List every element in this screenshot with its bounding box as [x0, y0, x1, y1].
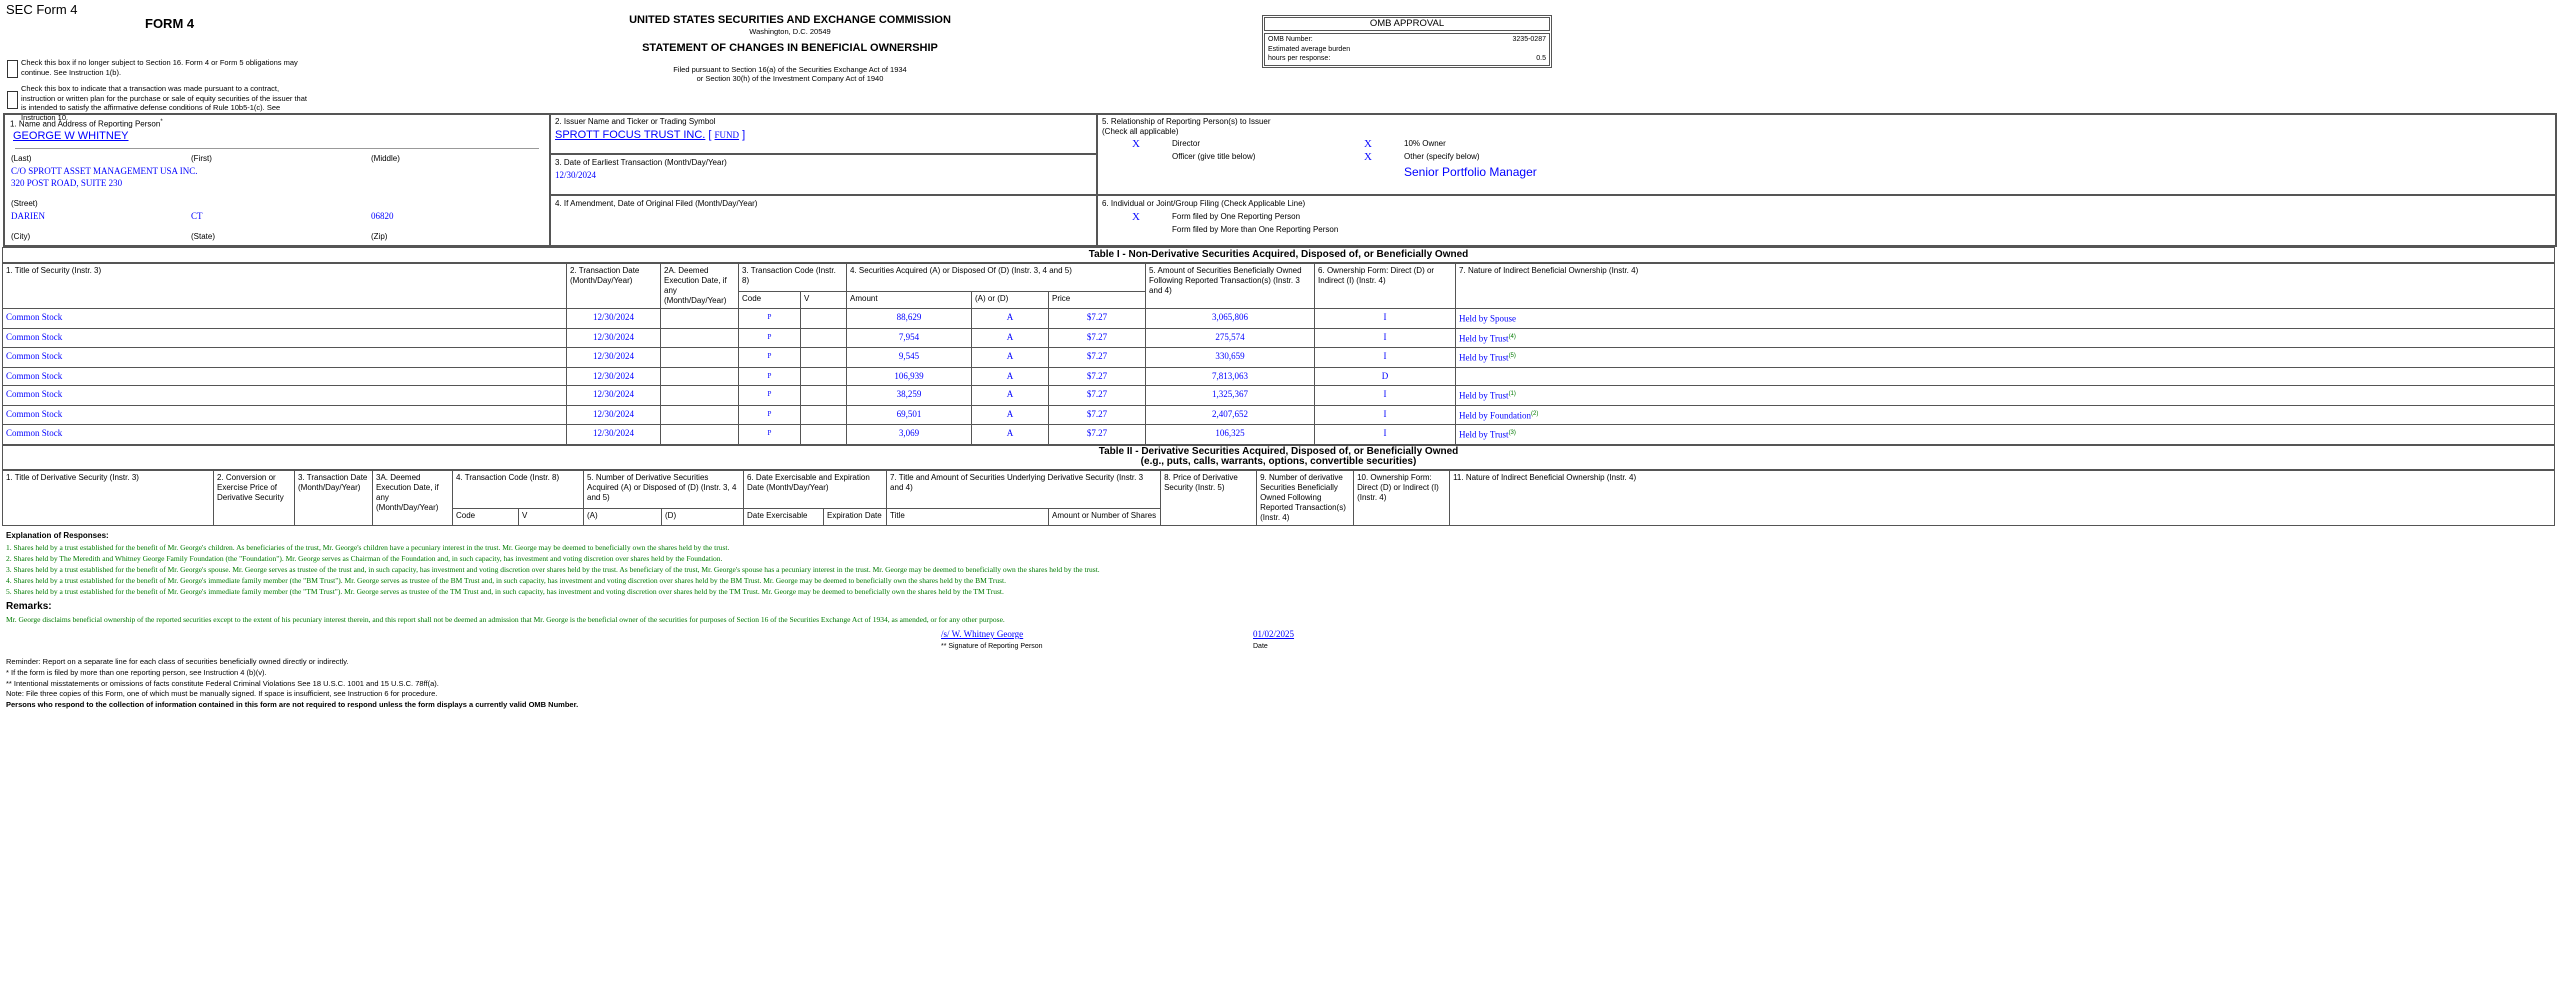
transaction-date-value: 12/30/2024	[592, 428, 634, 439]
cell-price	[1049, 385, 1146, 405]
officer-label: Officer (give title below)	[1172, 152, 1256, 161]
filing-label: 6. Individual or Joint/Group Filing (Check Applicable Line)	[1102, 199, 1306, 208]
page-title: SEC Form 4	[6, 2, 78, 17]
nature-value: Held by Trust	[1459, 333, 1509, 344]
cell-price	[1049, 348, 1146, 368]
t2-header-a: (A)	[584, 509, 662, 526]
amount-value: 7,954	[898, 331, 920, 342]
explanation-title: Explanation of Responses:	[6, 530, 109, 540]
price-value: $7.27	[1086, 408, 1108, 419]
ticker-bracket-open: [	[708, 129, 712, 141]
footer-notes	[6, 657, 2551, 711]
cell-v-flag	[801, 405, 847, 425]
code-value: P	[767, 409, 772, 418]
relationship-section	[1096, 113, 2557, 196]
t2-header-v: V	[519, 509, 584, 526]
t1-header-title: 1. Title of Security (Instr. 3)	[3, 264, 567, 309]
owned-after-value: 275,574	[1215, 331, 1245, 342]
cell-owned-after	[1146, 348, 1315, 368]
table1-title: Table I - Non-Derivative Securities Acquired, Disposed of, or Beneficially Owned	[2, 247, 2555, 263]
filing-type-section	[1096, 194, 2557, 247]
cell-code	[739, 348, 801, 368]
a-or-d-value: A	[1006, 388, 1014, 399]
remarks-title: Remarks:	[6, 600, 52, 612]
transaction-date-value: 12/30/2024	[592, 331, 634, 342]
issuer-section	[549, 113, 1098, 155]
t2-header-exercisable: Date Exercisable	[744, 509, 824, 526]
amount-value: 69,501	[896, 408, 922, 419]
one-person-label: Form filed by One Reporting Person	[1172, 212, 1301, 221]
city-value: DARIEN	[11, 211, 45, 221]
cell-ownership-form	[1315, 385, 1456, 405]
signature-block	[0, 629, 2557, 655]
signature-date[interactable]: 01/02/2025	[1253, 628, 1295, 639]
table1	[2, 263, 2555, 445]
nature-value: Held by Trust	[1459, 352, 1509, 363]
amount-value: 3,069	[898, 428, 920, 439]
one-person-mark: X	[1132, 211, 1140, 223]
cell-price	[1049, 309, 1146, 329]
signature-label: ** Signature of Reporting Person	[941, 642, 1043, 650]
other-label: Other (specify below)	[1404, 152, 1480, 161]
a-or-d-value: A	[1006, 428, 1014, 439]
footnote-ref[interactable]: (1)	[1508, 390, 1516, 397]
cell-deemed-date	[661, 348, 739, 368]
nature-value: Held by Trust	[1459, 429, 1509, 440]
footnote-ref[interactable]: (3)	[1508, 430, 1516, 437]
code-value: P	[767, 352, 772, 361]
transaction-date-value: 12/30/2024	[592, 370, 634, 381]
divider	[15, 148, 539, 149]
table2-subtitle: (e.g., puts, calls, warrants, options, convertible securities)	[1140, 456, 1417, 468]
t1-header-owned: 5. Amount of Securities Beneficially Owned Following Reported Transaction(s) (Instr. 3 and 4)	[1146, 264, 1315, 309]
table-row	[3, 309, 2555, 329]
t2-header-nature: 11. Nature of Indirect Beneficial Ownership (Instr. 4)	[1450, 470, 2555, 525]
ten-pct-owner-mark: X	[1364, 138, 1372, 150]
t2-header-deemed: 3A. Deemed Execution Date, if any (Month/Day/Year)	[373, 470, 453, 525]
cell-ownership-form	[1315, 425, 1456, 445]
t1-header-v: V	[801, 292, 847, 309]
cell-deemed-date	[661, 309, 739, 329]
cell-a-or-d	[972, 385, 1049, 405]
t1-header-form: 6. Ownership Form: Direct (D) or Indirect (I) (Instr. 4)	[1315, 264, 1456, 309]
omb-title: OMB APPROVAL	[1264, 17, 1550, 31]
footer-violations: ** Intentional misstatements or omissions of facts constitute Federal Criminal Violations See 18 U.S.C. 1001 and 15 U.S.C. 78ff(a).	[6, 678, 439, 688]
other-mark: X	[1364, 151, 1372, 163]
cell-deemed-date	[661, 405, 739, 425]
nature-value: Held by Foundation	[1459, 410, 1532, 421]
address-line-1: C/O SPROTT ASSET MANAGEMENT USA INC.	[11, 166, 198, 176]
price-value: $7.27	[1086, 370, 1108, 381]
cell-code	[739, 367, 801, 385]
state-value: CT	[191, 211, 203, 221]
table-row	[3, 328, 2555, 348]
cell-owned-after	[1146, 405, 1315, 425]
relationship-sublabel: (Check all applicable)	[1102, 127, 1179, 136]
cell-deemed-date	[661, 367, 739, 385]
cell-price	[1049, 328, 1146, 348]
cell-code	[739, 328, 801, 348]
cell-amount	[847, 309, 972, 329]
cell-v-flag	[801, 348, 847, 368]
t1-header-acquired-group: 4. Securities Acquired (A) or Disposed Of (D) (Instr. 3, 4 and 5)	[847, 264, 1146, 292]
filed-line-1: Filed pursuant to Section 16(a) of the Securities Exchange Act of 1934	[673, 65, 907, 75]
filed-line-2: or Section 30(h) of the Investment Company Act of 1940	[696, 74, 884, 84]
issuer-name-link[interactable]: SPROTT FOCUS TRUST INC.	[555, 129, 706, 141]
omb-hours-label: hours per response:	[1268, 55, 1331, 62]
cell-nature	[1456, 309, 2555, 329]
transaction-date-value: 12/30/2024	[555, 170, 597, 180]
cell-ownership-form	[1315, 367, 1456, 385]
t2-header-d: (D)	[662, 509, 744, 526]
rule10b5-label: Check this box to indicate that a transaction was made pursuant to a contract, instruction or written plan for the purchase or sale of equity securities of the issuer that is intended to satisfy the affirmative defense conditions of Rule 10b5-1(c). See Instruction 10.	[21, 84, 307, 122]
t1-header-nature: 7. Nature of Indirect Beneficial Ownership (Instr. 4)	[1456, 264, 2555, 309]
a-or-d-value: A	[1006, 351, 1014, 362]
transaction-date-value: 12/30/2024	[592, 408, 634, 419]
cell-ownership-form	[1315, 328, 1456, 348]
table2-title-bar	[2, 445, 2555, 470]
footer-multi-person: * If the form is filed by more than one reporting person, see Instruction 4 (b)(v).	[6, 667, 267, 677]
owned-after-value: 330,659	[1215, 351, 1245, 362]
t2-header-number-group: 5. Number of Derivative Securities Acquired (A) or Disposed of (D) (Instr. 3, 4 and 5)	[584, 470, 744, 509]
t2-header-underlying-amount: Amount or Number of Shares	[1049, 509, 1161, 526]
cell-transaction-date	[567, 425, 661, 445]
owned-after-value: 1,325,367	[1212, 388, 1249, 399]
owned-after-value: 7,813,063	[1212, 370, 1249, 381]
cell-amount	[847, 348, 972, 368]
cell-transaction-date	[567, 348, 661, 368]
state-label: (State)	[191, 232, 216, 241]
owned-after-value: 106,325	[1215, 428, 1245, 439]
transaction-date-value: 12/30/2024	[592, 388, 634, 399]
omb-approval-box	[1262, 15, 1552, 68]
reporting-person-label	[10, 117, 163, 130]
footnote-ref[interactable]: (2)	[1531, 410, 1539, 417]
reporting-person-section	[3, 113, 551, 247]
zip-value: 06820	[371, 211, 394, 221]
footnote-ref[interactable]: (5)	[1508, 353, 1516, 360]
amount-value: 9,545	[898, 351, 920, 362]
footer-copies: Note: File three copies of this Form, one of which must be manually signed. If space is insufficient, see Instruction 6 for procedure.	[6, 689, 438, 699]
price-value: $7.27	[1086, 312, 1108, 322]
footnote-ref[interactable]: (4)	[1508, 333, 1516, 340]
t2-header-form: 10. Ownership Form: Direct (D) or Indirect (I) (Instr. 4)	[1354, 470, 1450, 525]
cell-price	[1049, 405, 1146, 425]
cell-a-or-d	[972, 405, 1049, 425]
cell-nature	[1456, 328, 2555, 348]
code-value: P	[767, 332, 772, 341]
relationship-label	[1102, 117, 1271, 137]
cell-security-title	[3, 348, 567, 368]
transaction-date-value: 12/30/2024	[592, 312, 634, 322]
t2-header-exercise-group: 6. Date Exercisable and Expiration Date (Month/Day/Year)	[744, 470, 887, 509]
rule10b5-checkbox[interactable]	[7, 91, 18, 109]
nature-value: Held by Spouse	[1459, 313, 1517, 324]
table-row	[3, 348, 2555, 368]
last-label: (Last)	[11, 154, 32, 163]
omb-number-label: OMB Number:	[1268, 36, 1313, 43]
footnote-1: 1. Shares held by a trust established for the benefit of Mr. George's children. As beneficiaries of the trust, Mr. George's children have a pecuniary interest in the trust. Mr. George may be deemed to beneficially own the shares held by the trust.	[6, 542, 730, 552]
ownership-form-value: I	[1383, 428, 1387, 439]
cell-security-title	[3, 385, 567, 405]
table2	[2, 470, 2555, 526]
ownership-form-value: I	[1383, 312, 1387, 322]
t2-header-owned: 9. Number of derivative Securities Beneficially Owned Following Reported Transaction(s) (Instr. 4)	[1257, 470, 1354, 525]
reporting-person-label-text: 1. Name and Address of Reporting Person	[10, 119, 161, 129]
ownership-form-value: I	[1383, 351, 1387, 362]
t2-header-code: Code	[453, 509, 519, 526]
t2-header-underlying-group: 7. Title and Amount of Securities Underlying Derivative Security (Instr. 3 and 4)	[887, 470, 1161, 509]
ticker-link[interactable]: FUND	[714, 130, 740, 140]
street-label: (Street)	[11, 199, 38, 208]
footnote-2: 2. Shares held by The Meredith and Whitney George Family Foundation (the "Foundation"). Mr. George serves as Chairman of the Foundation and, in such capacity, has investment and voting discretion over shares held by the Foundation.	[6, 553, 723, 563]
price-value: $7.27	[1086, 351, 1108, 362]
city-label: (City)	[11, 232, 31, 241]
ownership-form-value: D	[1381, 370, 1389, 381]
director-mark: X	[1132, 138, 1140, 150]
security-title-value: Common Stock	[6, 408, 63, 419]
t2-header-date: 3. Transaction Date (Month/Day/Year)	[295, 470, 373, 525]
first-label: (First)	[191, 154, 212, 163]
cell-a-or-d	[972, 309, 1049, 329]
omb-burden-label: Estimated average burden	[1268, 45, 1351, 53]
cell-a-or-d	[972, 328, 1049, 348]
ticker-bracket-close: ]	[742, 129, 746, 141]
cell-ownership-form	[1315, 405, 1456, 425]
form-label: FORM 4	[145, 16, 195, 31]
cell-nature	[1456, 425, 2555, 445]
security-title-value: Common Stock	[6, 331, 63, 342]
cell-amount	[847, 425, 972, 445]
cell-owned-after	[1146, 309, 1315, 329]
table-row	[3, 405, 2555, 425]
cell-security-title	[3, 328, 567, 348]
code-value: P	[767, 313, 772, 321]
security-title-value: Common Stock	[6, 370, 63, 381]
t2-header-price: 8. Price of Derivative Security (Instr. 5)	[1161, 470, 1257, 525]
nature-value: Held by Trust	[1459, 390, 1509, 401]
transaction-date-label: 3. Date of Earliest Transaction (Month/Day/Year)	[555, 158, 727, 167]
cell-security-title	[3, 309, 567, 329]
footer-omb-notice: Persons who respond to the collection of information contained in this form are not required to respond unless the form displays a currently valid OMB Number.	[6, 700, 579, 710]
cell-nature	[1456, 367, 2555, 385]
cell-ownership-form	[1315, 309, 1456, 329]
table-row	[3, 385, 2555, 405]
t2-header-underlying-title: Title	[887, 509, 1049, 526]
omb-details	[1264, 33, 1550, 66]
omb-hours: 0.5	[1536, 55, 1546, 62]
agency-city: Washington, D.C. 20549	[749, 27, 831, 37]
ownership-form-value: I	[1383, 408, 1387, 419]
cell-transaction-date	[567, 385, 661, 405]
owned-after-value: 3,065,806	[1212, 312, 1249, 322]
signature-name[interactable]: /s/ W. Whitney George	[941, 628, 1024, 639]
code-value: P	[767, 429, 772, 438]
a-or-d-value: A	[1006, 331, 1014, 342]
cell-owned-after	[1146, 385, 1315, 405]
security-title-value: Common Stock	[6, 428, 63, 439]
cell-transaction-date	[567, 405, 661, 425]
t1-header-code: Code	[739, 292, 801, 309]
t2-header-code-group: 4. Transaction Code (Instr. 8)	[453, 470, 584, 509]
cell-a-or-d	[972, 367, 1049, 385]
agency-name: UNITED STATES SECURITIES AND EXCHANGE COMMISSION	[629, 14, 951, 26]
agency-header	[540, 14, 1040, 83]
cell-a-or-d	[972, 348, 1049, 368]
issuer-label: 2. Issuer Name and Ticker or Trading Symbol	[555, 117, 716, 126]
amendment-label: 4. If Amendment, Date of Original Filed (Month/Day/Year)	[555, 199, 758, 208]
a-or-d-value: A	[1006, 312, 1014, 322]
cell-deemed-date	[661, 328, 739, 348]
amount-value: 88,629	[896, 312, 922, 322]
cell-security-title	[3, 425, 567, 445]
t1-header-amount: Amount	[847, 292, 972, 309]
ownership-form-value: I	[1383, 331, 1387, 342]
t1-header-code-group: 3. Transaction Code (Instr. 8)	[739, 264, 847, 292]
security-title-value: Common Stock	[6, 351, 63, 362]
cell-nature	[1456, 405, 2555, 425]
amount-value: 38,259	[896, 388, 922, 399]
omb-number: 3235-0287	[1512, 36, 1546, 43]
zip-label: (Zip)	[371, 232, 388, 241]
cell-amount	[847, 367, 972, 385]
transaction-date-value: 12/30/2024	[592, 351, 634, 362]
cell-v-flag	[801, 367, 847, 385]
amount-value: 106,939	[894, 370, 924, 381]
middle-label: (Middle)	[371, 154, 400, 163]
cell-owned-after	[1146, 328, 1315, 348]
cell-v-flag	[801, 309, 847, 329]
t1-header-deemed: 2A. Deemed Execution Date, if any (Month/Day/Year)	[661, 264, 739, 309]
cell-code	[739, 385, 801, 405]
cell-amount	[847, 385, 972, 405]
other-title: Senior Portfolio Manager	[1404, 165, 1537, 179]
t2-header-expiration: Expiration Date	[824, 509, 887, 526]
table-row	[3, 367, 2555, 385]
statement-title: STATEMENT OF CHANGES IN BENEFICIAL OWNERSHIP	[642, 42, 938, 55]
owned-after-value: 2,407,652	[1212, 408, 1249, 419]
section16-checkbox[interactable]	[7, 60, 18, 78]
lower-section	[0, 247, 2557, 711]
cell-a-or-d	[972, 425, 1049, 445]
a-or-d-value: A	[1006, 370, 1014, 381]
asterisk: *	[160, 119, 163, 125]
t1-header-date: 2. Transaction Date (Month/Day/Year)	[567, 264, 661, 309]
cell-transaction-date	[567, 309, 661, 329]
section16-label: Check this box if no longer subject to Section 16. Form 4 or Form 5 obligations may continue. See Instruction 1(b).	[21, 58, 298, 77]
cell-price	[1049, 367, 1146, 385]
cell-price	[1049, 425, 1146, 445]
cell-code	[739, 425, 801, 445]
cell-transaction-date	[567, 328, 661, 348]
price-value: $7.27	[1086, 331, 1108, 342]
transaction-date-section	[549, 153, 1098, 196]
security-title-value: Common Stock	[6, 312, 63, 322]
a-or-d-value: A	[1006, 408, 1014, 419]
t1-header-price: Price	[1049, 292, 1146, 309]
cell-v-flag	[801, 385, 847, 405]
multi-person-label: Form filed by More than One Reporting Person	[1172, 225, 1339, 234]
t2-header-title: 1. Title of Derivative Security (Instr. 3)	[3, 470, 214, 525]
cell-ownership-form	[1315, 348, 1456, 368]
amendment-section	[549, 194, 1098, 247]
t2-header-conv: 2. Conversion or Exercise Price of Derivative Security	[214, 470, 295, 525]
price-value: $7.27	[1086, 428, 1108, 439]
cell-security-title	[3, 405, 567, 425]
footnote-4: 4. Shares held by a trust established for the benefit of Mr. George's immediate family member (the "BM Trust"). Mr. George serves as trustee of the BM Trust and, in such capacity, has investment and voting discretion over shares held by the BM Trust. Mr. George may be deemed to beneficially own the shares held by the BM Trust.	[6, 575, 1006, 585]
remarks-text: Mr. George disclaims beneficial ownership of the reported securities except to the extent of his pecuniary interest therein, and this report shall not be deemed an admission that Mr. George is the beneficial owner of the securities for purposes of Section 16 of the Securities Exchange Act of 1934, as amended, or for any other purpose.	[6, 614, 1005, 624]
cell-transaction-date	[567, 367, 661, 385]
cell-v-flag	[801, 425, 847, 445]
t1-header-aord: (A) or (D)	[972, 292, 1049, 309]
code-value: P	[767, 389, 772, 398]
director-label: Director	[1172, 139, 1201, 148]
reporting-person-name-link[interactable]: GEORGE W WHITNEY	[13, 130, 129, 142]
cell-nature	[1456, 385, 2555, 405]
cell-security-title	[3, 367, 567, 385]
footnote-5: 5. Shares held by a trust established for the benefit of Mr. George's immediate family member (the "TM Trust"). Mr. George serves as trustee of the TM Trust and, in such capacity, has investment and voting discretion over shares held by the TM Trust. Mr. George may be deemed to beneficially own the shares held by the TM Trust.	[6, 586, 1004, 596]
relationship-label-text: 5. Relationship of Reporting Person(s) to Issuer	[1102, 117, 1271, 126]
table2-title: Table II - Derivative Securities Acquired, Disposed of, or Beneficially Owned	[1098, 445, 1459, 457]
code-value: P	[767, 371, 772, 380]
cell-code	[739, 309, 801, 329]
issuer-name-row	[555, 129, 745, 142]
security-title-value: Common Stock	[6, 388, 63, 399]
footnote-3: 3. Shares held by a trust established for the benefit of Mr. George's spouse. Mr. George serves as trustee of the trust and, in such capacity, has investment and voting discretion over shares held by the trust. As beneficiary of the trust, Mr. George's spouse has a pecuniary interest in the trust. Mr. George may be deemed to beneficially own the shares held by the trust.	[6, 564, 1100, 574]
cell-deemed-date	[661, 425, 739, 445]
footer-reminder: Reminder: Report on a separate line for each class of securities beneficially owned directly or indirectly.	[6, 656, 349, 666]
signature-date-label: Date	[1253, 642, 1268, 650]
ownership-form-value: I	[1383, 388, 1387, 399]
cell-code	[739, 405, 801, 425]
cell-nature	[1456, 348, 2555, 368]
price-value: $7.27	[1086, 388, 1108, 399]
cell-owned-after	[1146, 425, 1315, 445]
address-line-2: 320 POST ROAD, SUITE 230	[11, 178, 123, 188]
explanation-notes	[6, 542, 2551, 597]
ten-pct-owner-label: 10% Owner	[1404, 139, 1446, 148]
cell-v-flag	[801, 328, 847, 348]
table-row	[3, 425, 2555, 445]
cell-deemed-date	[661, 385, 739, 405]
cell-owned-after	[1146, 367, 1315, 385]
cell-amount	[847, 405, 972, 425]
cell-amount	[847, 328, 972, 348]
